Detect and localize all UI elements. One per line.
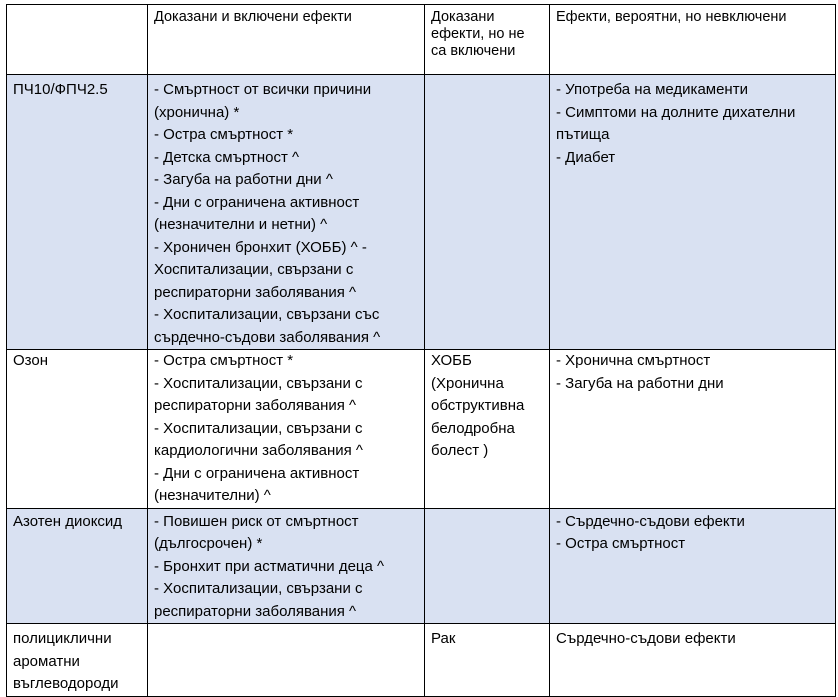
effect-item: - Хронична смъртност: [556, 352, 711, 369]
effect-item: - Остра смъртност *: [154, 352, 294, 369]
table-row: [7, 75, 836, 350]
effect-item: - Хоспитализации, свързани с респираторни заболявания ^: [154, 374, 363, 414]
effect-item: ХОББ (Хронична обструктивна белодробна болест ): [431, 352, 525, 459]
included-effects-cell: [148, 508, 425, 624]
effect-item: Рак: [431, 630, 456, 647]
header-probable-cell: Ефекти, вероятни, но невключени: [550, 5, 836, 75]
effect-item: - Хоспитализации, свързани с кардиологични заболявания ^: [154, 419, 363, 459]
effect-item: - Остра смъртност: [556, 535, 686, 552]
table-row: [7, 624, 836, 697]
pollutant-cell: Азотен диоксид: [7, 508, 148, 624]
included-effects-cell: [148, 75, 425, 350]
header-row: [7, 5, 836, 75]
table-row: [7, 508, 836, 624]
pollutant-cell: Озон: [7, 350, 148, 509]
header-included-cell: Доказани и включени ефекти: [148, 5, 425, 75]
effect-item: - Загуба на работни дни ^: [154, 171, 333, 188]
effect-item: - Дни с ограничена активност (незначителни) ^: [154, 464, 360, 504]
not-included-effects-cell: [425, 75, 550, 350]
probable-effects-cell: [550, 350, 836, 509]
probable-effects-cell: [550, 508, 836, 624]
effect-item: - Хоспитализации, свързани с респираторни заболявания ^: [154, 580, 363, 620]
effect-item: - Повишен риск от смъртност (дългосрочен) *: [154, 512, 359, 552]
probable-effects-cell: [550, 75, 836, 350]
effect-item: - Остра смъртност *: [154, 126, 294, 143]
not-included-effects-cell: [425, 624, 550, 697]
effect-item: - Смъртност от всички причини (хронична) *: [154, 81, 372, 121]
included-effects-cell: [148, 624, 425, 697]
effect-item: - Диабет: [556, 148, 616, 166]
effect-item: - Бронхит при астматични деца ^: [154, 557, 385, 575]
effect-item: - Дни с ограничена активност (незначителни и нетни) ^: [154, 193, 360, 233]
effect-item: - Сърдечно-съдови ефекти: [556, 512, 745, 530]
header-not-included-cell: Доказани ефекти, но не са включени: [425, 5, 550, 75]
pollutant-cell: ПЧ10/ФПЧ2.5: [7, 75, 148, 350]
pollutant-cell: полициклични ароматни въглеводороди: [7, 624, 148, 697]
included-effects-cell: [148, 350, 425, 509]
effect-item: - Загуба на работни дни: [556, 374, 724, 392]
effect-item: - Детска смъртност ^: [154, 148, 300, 166]
effects-table: [6, 4, 836, 697]
not-included-effects-cell: [425, 350, 550, 509]
header-pollutant-cell: [7, 5, 148, 75]
table-row: [7, 350, 836, 509]
effect-item: - Употреба на медикаменти: [556, 81, 748, 98]
not-included-effects-cell: [425, 508, 550, 624]
effect-item: - Хроничен бронхит (ХОББ) ^ - Хоспитализации, свързани с респираторни заболявания ^: [154, 238, 367, 301]
effect-item: - Симптоми на долните дихателни пътища: [556, 103, 796, 143]
effect-item: Сърдечно-съдови ефекти: [556, 630, 736, 647]
probable-effects-cell: [550, 624, 836, 697]
effect-item: - Хоспитализации, свързани със сърдечно-съдови заболявания ^: [154, 306, 381, 346]
